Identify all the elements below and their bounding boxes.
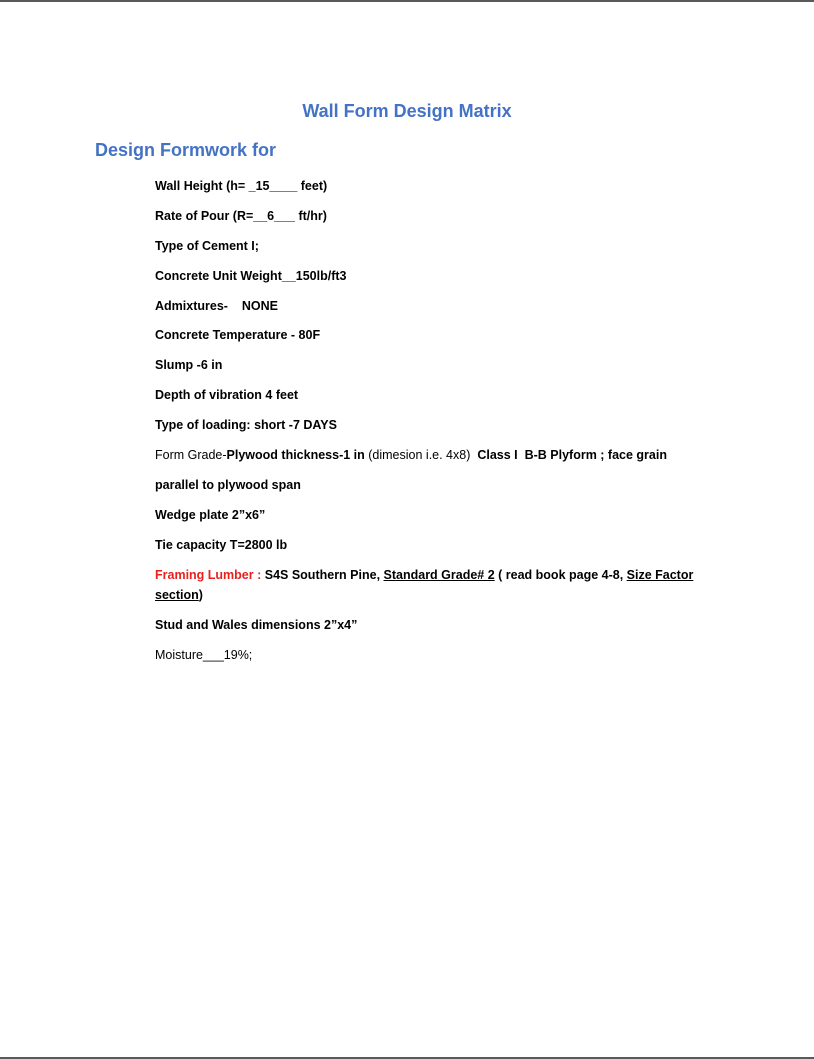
plywood-class: Class I B-B Plyform ; face grain <box>477 448 667 462</box>
framing-lumber-label: Framing Lumber : <box>155 568 265 582</box>
framing-lumber-grade: Standard Grade# 2 <box>383 568 495 582</box>
loading-type-line: Type of loading: short -7 DAYS <box>155 418 337 432</box>
plywood-dimension: (dimesion i.e. 4x8) <box>364 448 478 462</box>
moisture-line: Moisture___19%; <box>155 648 253 662</box>
vibration-depth-line: Depth of vibration 4 feet <box>155 388 299 402</box>
rate-of-pour-line: Rate of Pour (R=__6___ ft/hr) <box>155 209 327 223</box>
document-title: Wall Form Design Matrix <box>302 101 512 121</box>
framing-lumber-species: S4S Southern Pine, <box>264 568 384 582</box>
cement-type-line: Type of Cement I; <box>155 239 259 253</box>
form-grade-line <box>155 445 715 465</box>
form-grade-label: Form Grade- <box>155 448 227 462</box>
slump-line: Slump -6 in <box>155 358 223 372</box>
admixtures-line: Admixtures- NONE <box>155 299 278 313</box>
wedge-plate-line: Wedge plate 2”x6” <box>155 508 266 522</box>
wall-height-line: Wall Height (h= _15____ feet) <box>155 179 328 193</box>
plywood-thickness: Plywood thickness-1 in <box>226 448 365 462</box>
size-factor-section: Size Factor section <box>155 568 694 602</box>
temperature-line: Concrete Temperature - 80F <box>155 328 321 342</box>
unit-weight-line: Concrete Unit Weight__150lb/ft3 <box>155 269 347 283</box>
stud-wales-line: Stud and Wales dimensions 2”x4” <box>155 618 358 632</box>
page-top-border <box>0 0 814 2</box>
form-grade-continuation: parallel to plywood span <box>155 478 301 492</box>
framing-lumber-note: ( read book page 4-8, <box>494 568 627 582</box>
framing-lumber-close: ) <box>198 588 203 602</box>
section-heading: Design Formwork for <box>95 140 277 160</box>
framing-lumber-line <box>155 565 710 605</box>
tie-capacity-line: Tie capacity T=2800 lb <box>155 538 288 552</box>
